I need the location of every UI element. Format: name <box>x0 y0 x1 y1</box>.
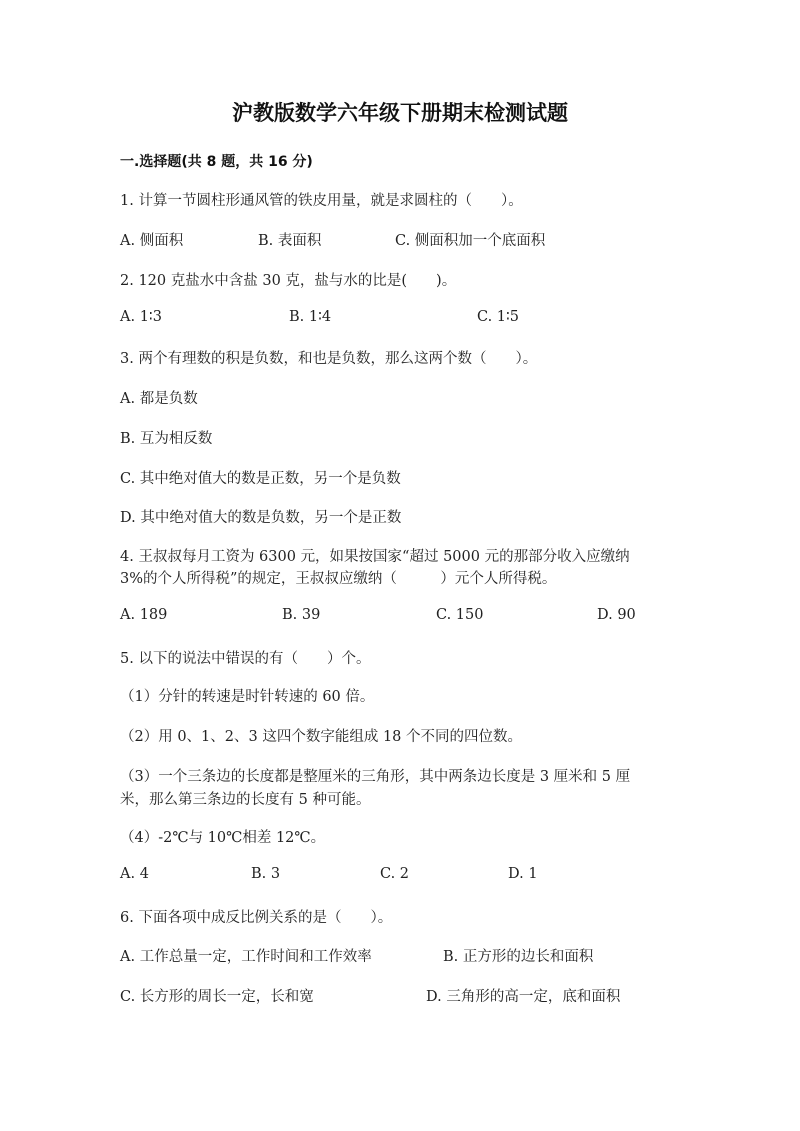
page-title: 沪教版数学六年级下册期末检测试题 <box>232 101 568 125</box>
q5-statement-2: （2）用 0、1、2、3 这四个数字能组成 18 个不同的四位数。 <box>120 729 523 745</box>
q2-option-c: C. 1∶5 <box>477 309 520 325</box>
q6-option-c: C. 长方形的周长一定，长和宽 <box>120 989 314 1005</box>
q5-statement-3-line-1: （3）一个三条边的长度都是整厘米的三角形，其中两条边长度是 3 厘米和 5 厘 <box>120 769 631 785</box>
q5-option-c: C. 2 <box>380 866 410 882</box>
q3-option-c: C. 其中绝对值大的数是正数，另一个是负数 <box>120 471 401 487</box>
section-heading: 一.选择题(共 8 题，共 16 分) <box>120 154 313 170</box>
q2-option-a: A. 1∶3 <box>120 309 162 325</box>
q3-option-b: B. 互为相反数 <box>120 431 213 447</box>
q6-option-d: D. 三角形的高一定，底和面积 <box>426 989 621 1005</box>
q1-option-a: A. 侧面积 <box>120 233 184 249</box>
q3-option-a: A. 都是负数 <box>120 391 198 407</box>
q4-option-d: D. 90 <box>597 607 636 623</box>
q2-option-b: B. 1∶4 <box>289 309 332 325</box>
question-6: 6. 下面各项中成反比例关系的是（ ）。 <box>120 910 393 926</box>
question-1: 1. 计算一节圆柱形通风管的铁皮用量，就是求圆柱的（ ）。 <box>120 193 523 209</box>
q5-option-a: A. 4 <box>120 866 149 882</box>
question-5: 5. 以下的说法中错误的有（ ）个。 <box>120 651 371 667</box>
question-4-line-2: 3%的个人所得税”的规定，王叔叔应缴纳（ ）元个人所得税。 <box>120 571 557 587</box>
q6-option-b: B. 正方形的边长和面积 <box>443 949 594 965</box>
q1-option-c: C. 侧面积加一个底面积 <box>395 233 546 249</box>
q3-option-d: D. 其中绝对值大的数是负数，另一个是正数 <box>120 510 402 526</box>
q5-option-d: D. 1 <box>508 866 538 882</box>
q5-statement-3-line-2: 米，那么第三条边的长度有 5 种可能。 <box>120 792 371 808</box>
q5-option-b: B. 3 <box>251 866 281 882</box>
question-2: 2. 120 克盐水中含盐 30 克，盐与水的比是( )。 <box>120 273 457 289</box>
question-4-line-1: 4. 王叔叔每月工资为 6300 元，如果按国家“超过 5000 元的那部分收入应缴纳 <box>120 549 630 565</box>
question-3: 3. 两个有理数的积是负数，和也是负数，那么这两个数（ ）。 <box>120 351 538 367</box>
q1-option-b: B. 表面积 <box>258 233 322 249</box>
q6-option-a: A. 工作总量一定，工作时间和工作效率 <box>120 949 372 965</box>
q5-statement-1: （1）分针的转速是时针转速的 60 倍。 <box>120 689 375 705</box>
q4-option-a: A. 189 <box>120 607 168 623</box>
q4-option-b: B. 39 <box>282 607 321 623</box>
q5-statement-4: （4）-2℃与 10℃相差 12℃。 <box>120 830 326 846</box>
q4-option-c: C. 150 <box>436 607 484 623</box>
